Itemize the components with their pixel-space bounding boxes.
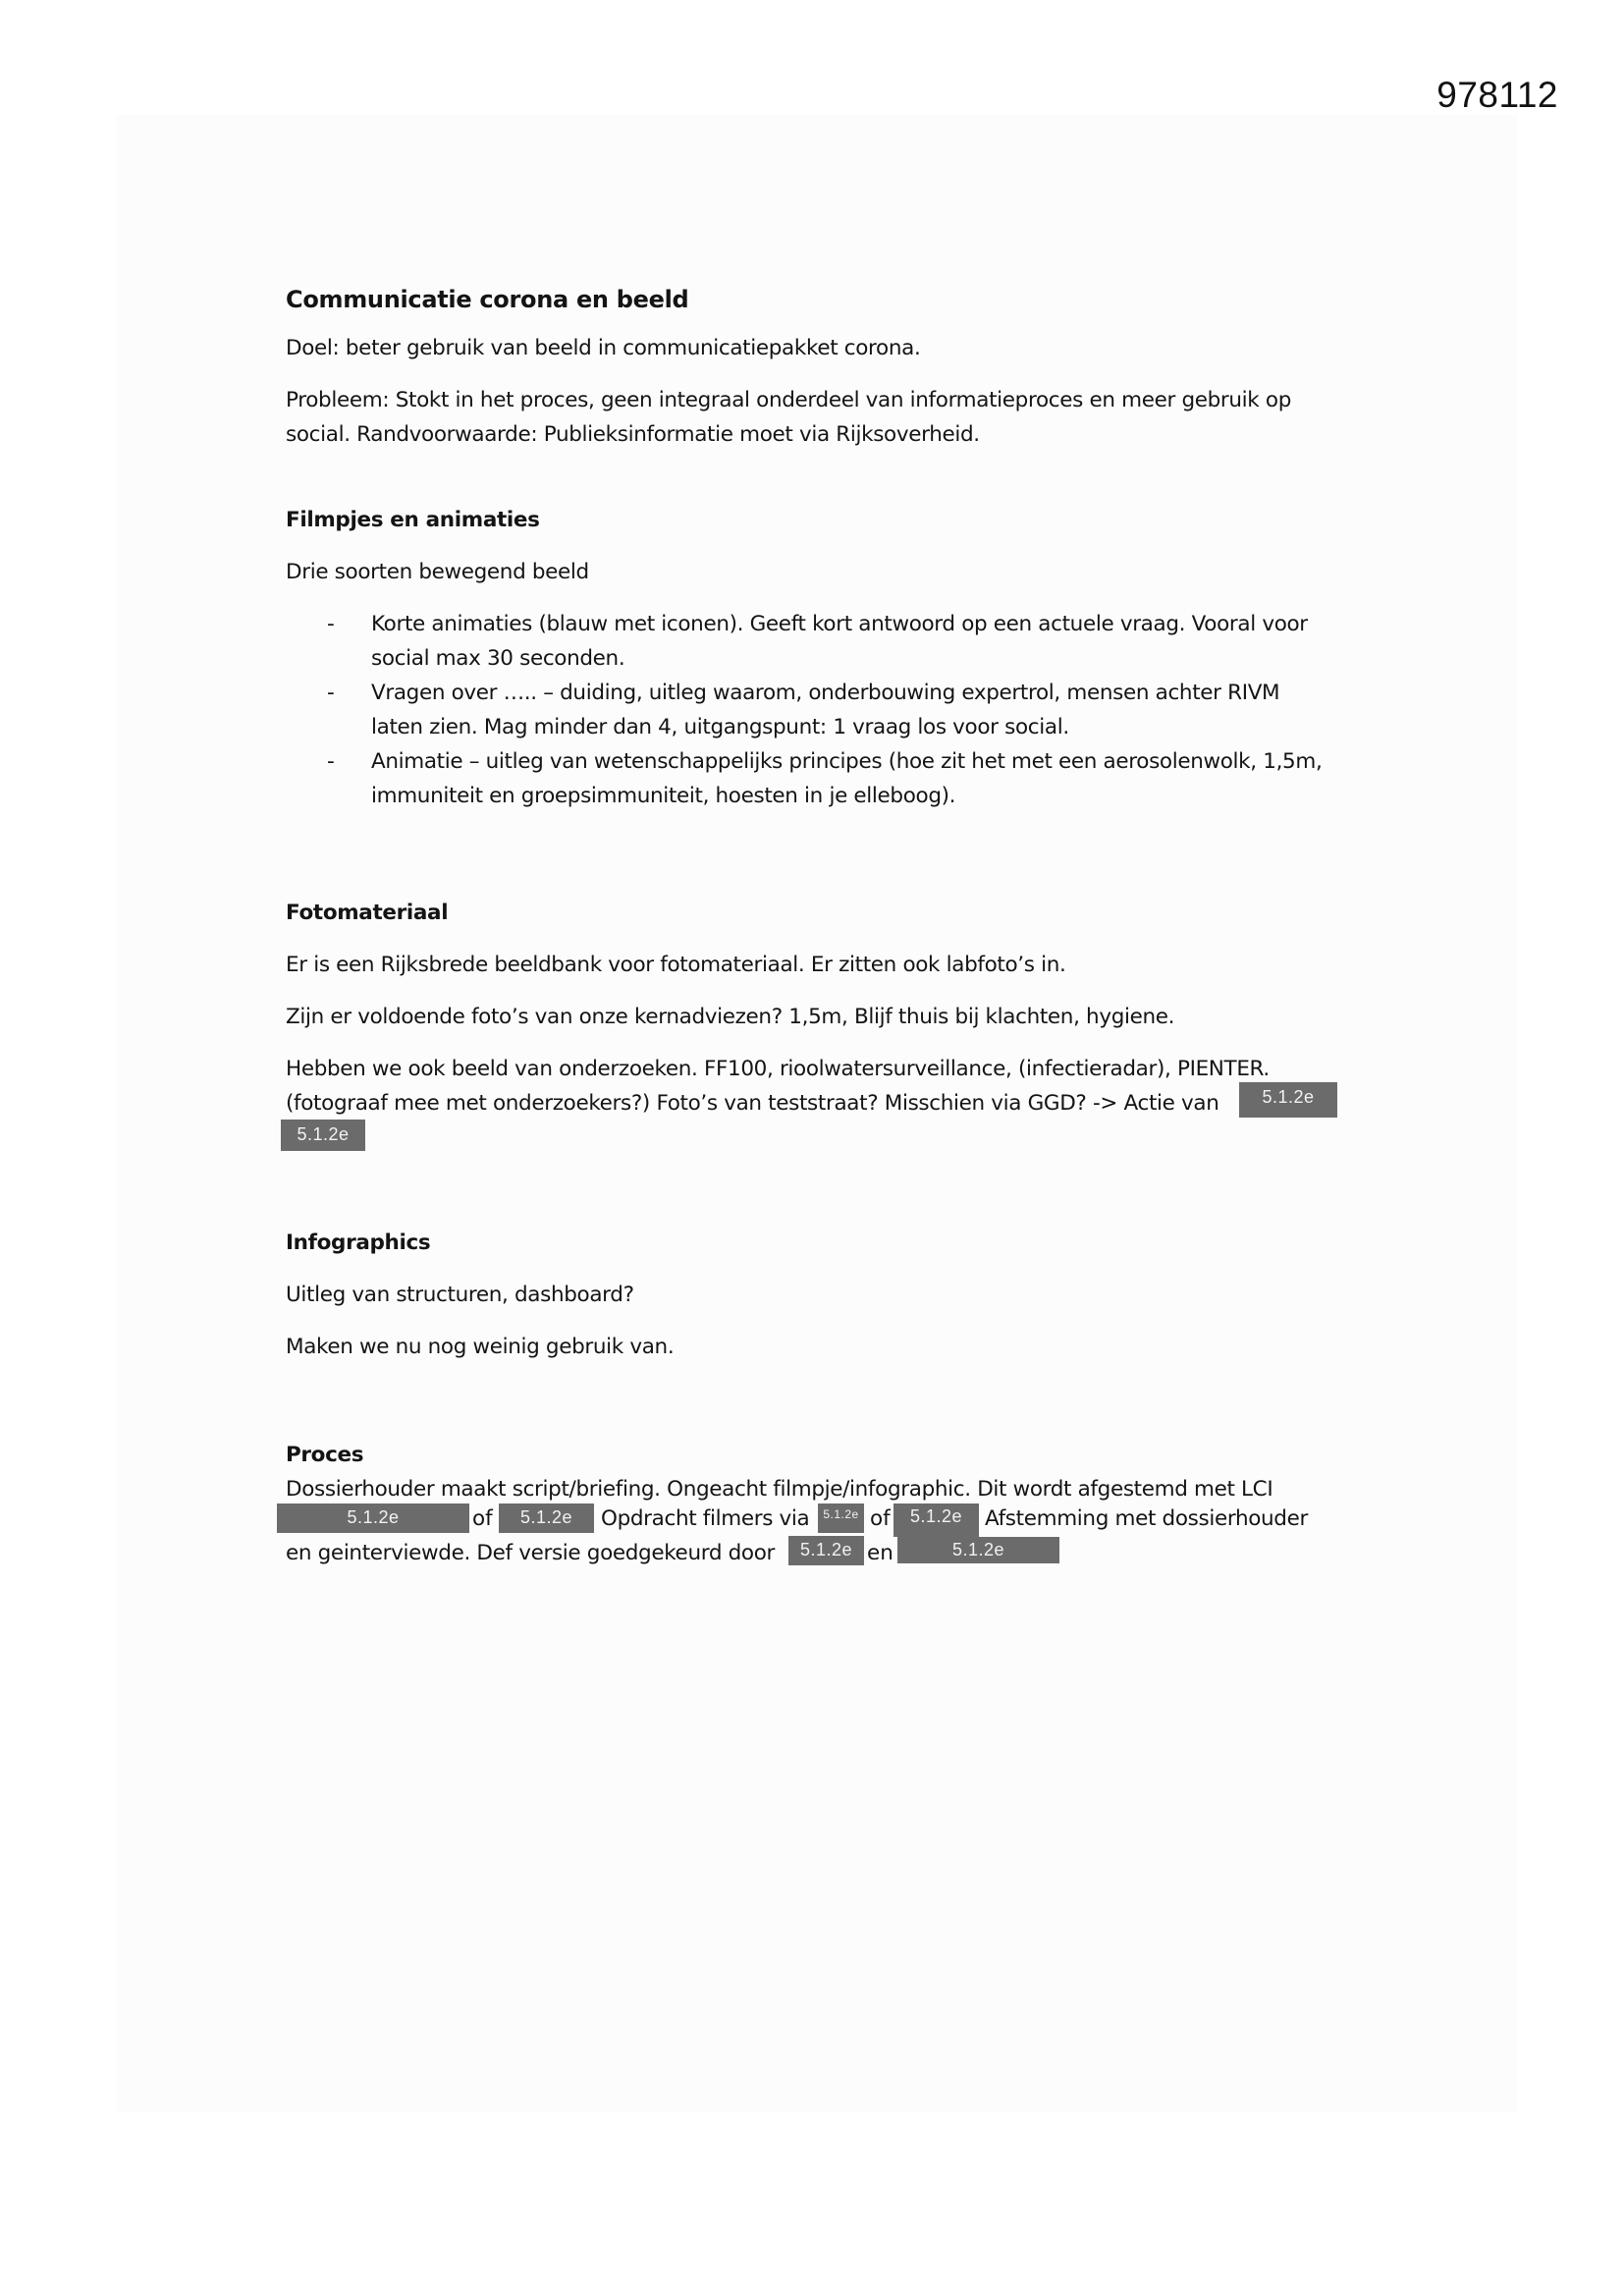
- redaction-box: 5.1.2e: [818, 1503, 864, 1533]
- section-proces: [286, 1438, 1356, 1506]
- proces-opdracht: Opdracht filmers via: [601, 1506, 810, 1531]
- section-heading-proces: Proces: [286, 1443, 364, 1467]
- foto-paragraph-1: Er is een Rijksbrede beeldbank voor fotomateriaal. Er zitten ook labfoto’s in.: [286, 953, 1066, 977]
- bullet-dash: -: [327, 681, 335, 705]
- bullet-line: Korte animaties (blauw met iconen). Geeft kort antwoord op een actuele vraag. Vooral voor: [371, 612, 1308, 636]
- section-heading-filmpjes: Filmpjes en animaties: [286, 508, 540, 532]
- foto-paragraph-3-text: (fotograaf mee met onderzoekers?) Foto’s van teststraat? Misschien via GGD? -> Actie van: [286, 1091, 1219, 1116]
- section-infographics: [286, 1226, 1356, 1364]
- proces-line-1: Dossierhouder maakt script/briefing. Ongeacht filmpje/infographic. Dit wordt afgestemd met LCI: [286, 1477, 1273, 1502]
- foto-paragraph-3-line-2: [286, 1086, 1356, 1121]
- proces-afstemming: Afstemming met dossierhouder: [985, 1506, 1308, 1531]
- foto-paragraph-3-line-1: Hebben we ook beeld van onderzoeken. FF100, rioolwatersurveillance, (infectieradar), PIENTER.: [286, 1057, 1270, 1081]
- document-body: [286, 283, 1356, 813]
- bullet-item: [286, 676, 1356, 744]
- redaction-box: 5.1.2e: [277, 1503, 469, 1533]
- redaction-box: 5.1.2e: [281, 1120, 365, 1151]
- problem-line-1: Probleem: Stokt in het proces, geen integraal onderdeel van informatieproces en meer gebruik op: [286, 388, 1291, 412]
- redaction-box: 5.1.2e: [893, 1503, 979, 1537]
- document-title: Communicatie corona en beeld: [286, 286, 689, 313]
- bullet-line: laten zien. Mag minder dan 4, uitgangspunt: 1 vraag los voor social.: [371, 715, 1069, 739]
- proces-of-1: of: [472, 1506, 493, 1531]
- problem-line-2: social. Randvoorwaarde: Publieksinformatie moet via Rijksoverheid.: [286, 422, 980, 447]
- bullet-line: immuniteit en groepsimmuniteit, hoesten in je elleboog).: [371, 784, 956, 808]
- proces-of-2: of: [870, 1506, 891, 1531]
- document-number: 978112: [1436, 75, 1558, 115]
- goal-paragraph: Doel: beter gebruik van beeld in communicatiepakket corona.: [286, 336, 921, 360]
- infographics-paragraph-2: Maken we nu nog weinig gebruik van.: [286, 1335, 675, 1359]
- bullet-dash: -: [327, 749, 335, 774]
- proces-en: en: [867, 1541, 893, 1565]
- redaction-box: 5.1.2e: [897, 1537, 1059, 1563]
- section-heading-infographics: Infographics: [286, 1230, 431, 1255]
- bullet-line: Vragen over ….. – duiding, uitleg waarom, onderbouwing expertrol, mensen achter RIVM: [371, 681, 1280, 705]
- filmpjes-intro: Drie soorten bewegend beeld: [286, 560, 589, 584]
- redaction-box: 5.1.2e: [499, 1503, 594, 1533]
- redaction-box: 5.1.2e: [788, 1536, 864, 1565]
- bullet-dash: -: [327, 612, 335, 636]
- infographics-paragraph-1: Uitleg van structuren, dashboard?: [286, 1283, 634, 1307]
- bullet-line: Animatie – uitleg van wetenschappelijks principes (hoe zit het met een aerosolenwolk, 1,5m,: [371, 749, 1323, 774]
- bullet-line: social max 30 seconden.: [371, 646, 625, 671]
- filmpjes-bullet-list: [286, 607, 1356, 813]
- foto-paragraph-2: Zijn er voldoende foto’s van onze kernadviezen? 1,5m, Blijf thuis bij klachten, hygiene.: [286, 1005, 1175, 1029]
- bullet-item: [286, 607, 1356, 676]
- section-foto: [286, 896, 1356, 1121]
- bullet-item: [286, 744, 1356, 813]
- redaction-box: 5.1.2e: [1239, 1082, 1337, 1118]
- section-heading-foto: Fotomateriaal: [286, 901, 449, 925]
- proces-line-3: en geinterviewde. Def versie goedgekeurd door: [286, 1541, 776, 1565]
